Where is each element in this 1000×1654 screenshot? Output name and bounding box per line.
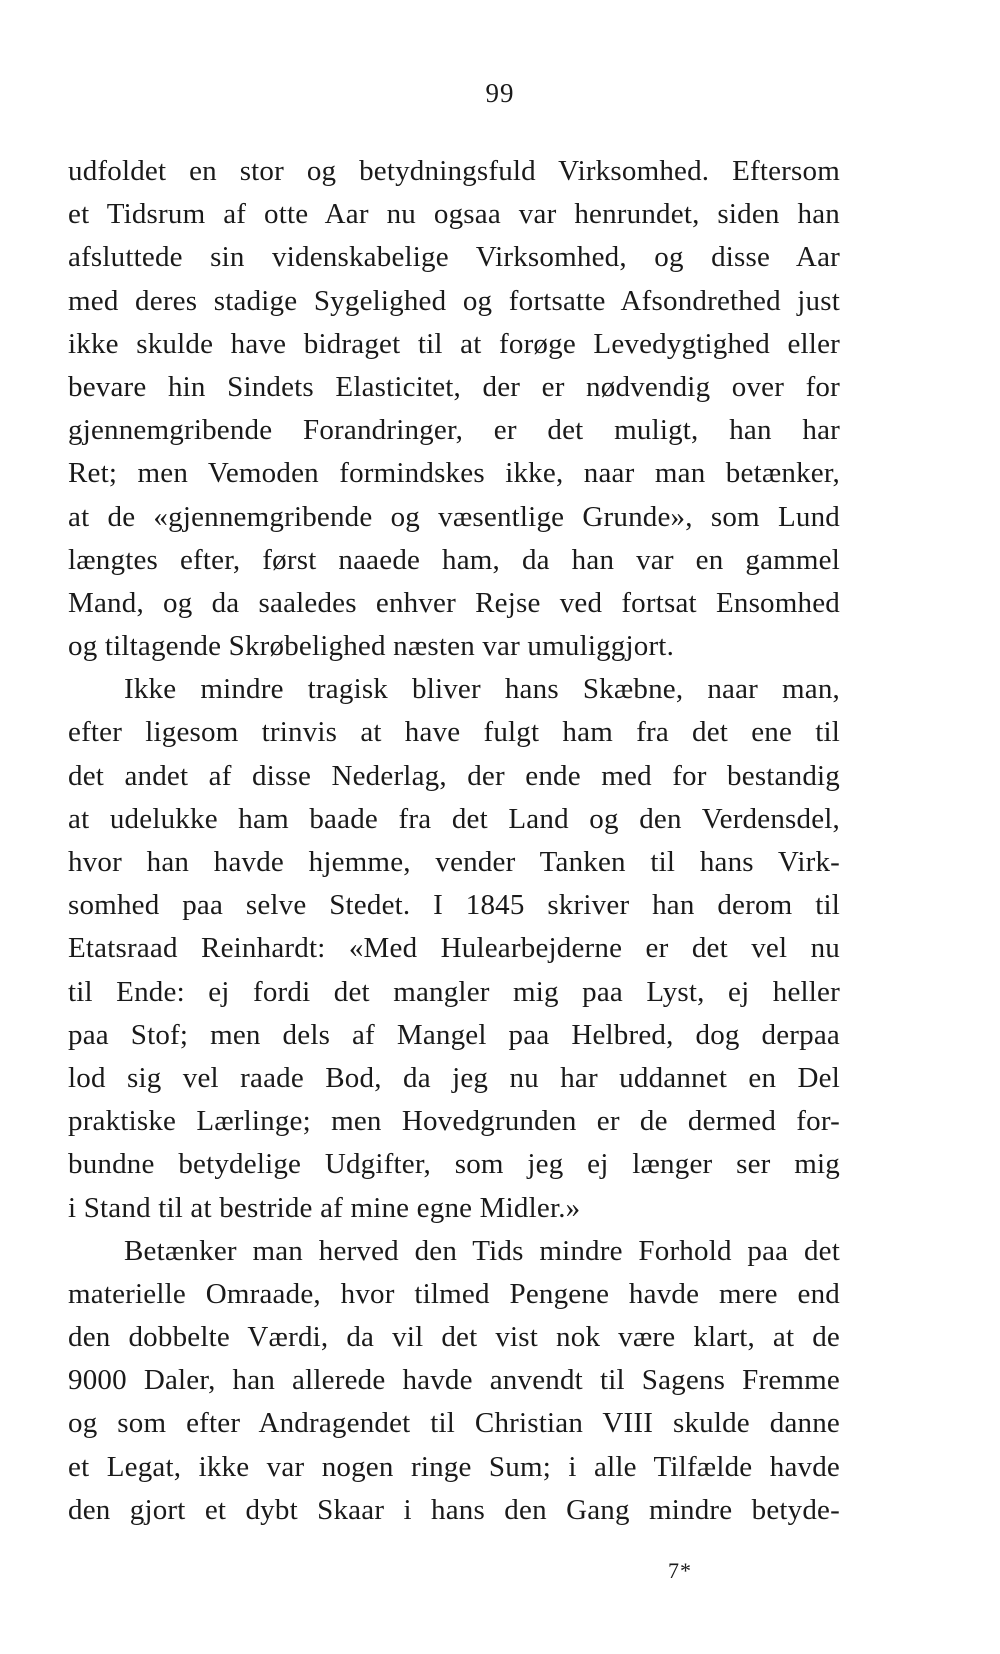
text-line: det andet af disse Nederlag, der ende med for bestandig [68, 759, 840, 792]
text-line: gjennemgribende Forandringer, er det muligt, han har [68, 414, 840, 447]
text-line: somhed paa selve Stedet. I 1845 skriver han derom til [68, 889, 840, 922]
text-line: bundne betydelige Udgifter, som jeg ej længer ser mig [68, 1148, 840, 1181]
text-line: og tiltagende Skrøbelighed næsten var umuliggjort. [68, 630, 675, 663]
page-number: 99 [485, 78, 515, 108]
text-line: paa Stof; men dels af Mangel paa Helbred, dog derpaa [68, 1018, 840, 1051]
text-line: til Ende: ej fordi det mangler mig paa Lyst, ej heller [68, 975, 840, 1008]
text-line: længtes efter, først naaede ham, da han var en gammel [68, 543, 840, 576]
text-line: praktiske Lærlinge; men Hovedgrunden er de dermed for- [68, 1105, 840, 1138]
body-text [68, 150, 840, 1532]
text-line: et Legat, ikke var nogen ringe Sum; i alle Tilfælde havde [68, 1450, 840, 1483]
text-line: at de «gjennemgribende og væsentlige Grunde», som Lund [68, 500, 840, 533]
text-line: Ret; men Vemoden formindskes ikke, naar man betænker, [68, 457, 840, 490]
text-line: og som efter Andragendet til Christian VIII skulde danne [68, 1407, 840, 1440]
signature-mark: 7* [668, 1558, 692, 1583]
text-line: Ikke mindre tragisk bliver hans Skæbne, naar man, [124, 673, 840, 706]
text-line: et Tidsrum af otte Aar nu ogsaa var henrundet, siden han [68, 198, 840, 231]
text-line: i Stand til at bestride af mine egne Midler.» [68, 1191, 581, 1224]
text-line: efter ligesom trinvis at have fulgt ham fra det ene til [68, 716, 840, 749]
text-line: hvor han havde hjemme, vender Tanken til hans Virk- [68, 846, 840, 878]
text-line: den dobbelte Værdi, da vil det vist nok være klart, at de [68, 1321, 840, 1354]
text-line: den gjort et dybt Skaar i hans den Gang mindre betyde- [68, 1493, 840, 1526]
text-line: ikke skulde have bidraget til at forøge Levedygtighed eller [68, 327, 840, 360]
text-line: at udelukke ham baade fra det Land og den Verdensdel, [68, 802, 840, 835]
text-line: med deres stadige Sygelighed og fortsatte Afsondrethed just [68, 284, 840, 317]
text-line: afsluttede sin videnskabelige Virksomhed, og disse Aar [68, 241, 840, 274]
text-line: materielle Omraade, hvor tilmed Pengene havde mere end [68, 1277, 840, 1310]
text-line: udfoldet en stor og betydningsfuld Virksomhed. Eftersom [68, 155, 840, 187]
text-line: 9000 Daler, han allerede havde anvendt til Sagens Fremme [68, 1364, 840, 1397]
text-line: Etatsraad Reinhardt: «Med Hulearbejderne er det vel nu [68, 932, 840, 965]
text-line: Mand, og da saaledes enhver Rejse ved fortsat Ensomhed [68, 586, 840, 619]
text-line: lod sig vel raade Bod, da jeg nu har uddannet en Del [68, 1061, 840, 1094]
text-line: Betænker man herved den Tids mindre Forhold paa det [124, 1234, 840, 1267]
text-line: bevare hin Sindets Elasticitet, der er nødvendig over for [68, 370, 840, 403]
